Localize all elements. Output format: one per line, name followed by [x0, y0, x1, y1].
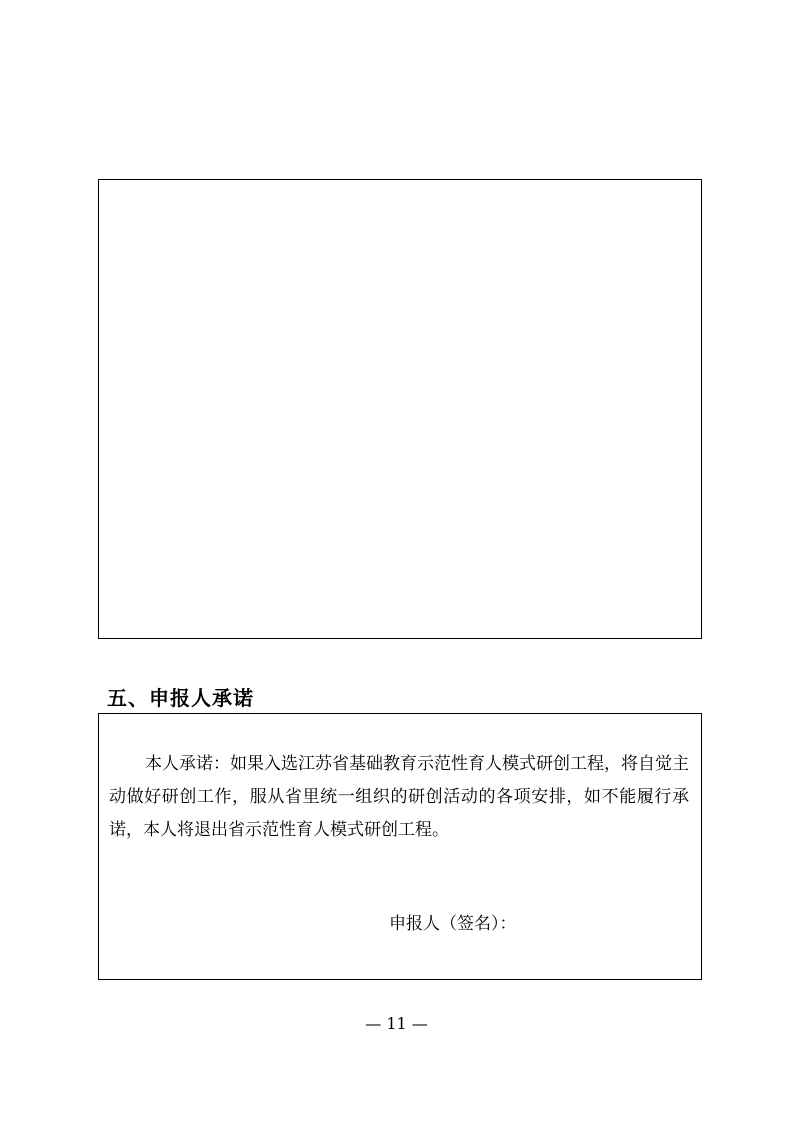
pledge-box [98, 713, 702, 980]
page-number: — 11 — [365, 1014, 428, 1033]
pledge-text: 本人承诺：如果入选江苏省基础教育示范性育人模式研创工程，将自觉主动做好研创工作，服从省里统一组织的研创活动的各项安排，如不能履行承诺，本人将退出省示范性育人模式研创工程。 [109, 754, 689, 840]
section-heading-applicant-pledge: 五、申报人承诺 [107, 686, 254, 710]
signature-label: 申报人（签名）： [389, 914, 517, 934]
blank-content-box [98, 179, 702, 639]
